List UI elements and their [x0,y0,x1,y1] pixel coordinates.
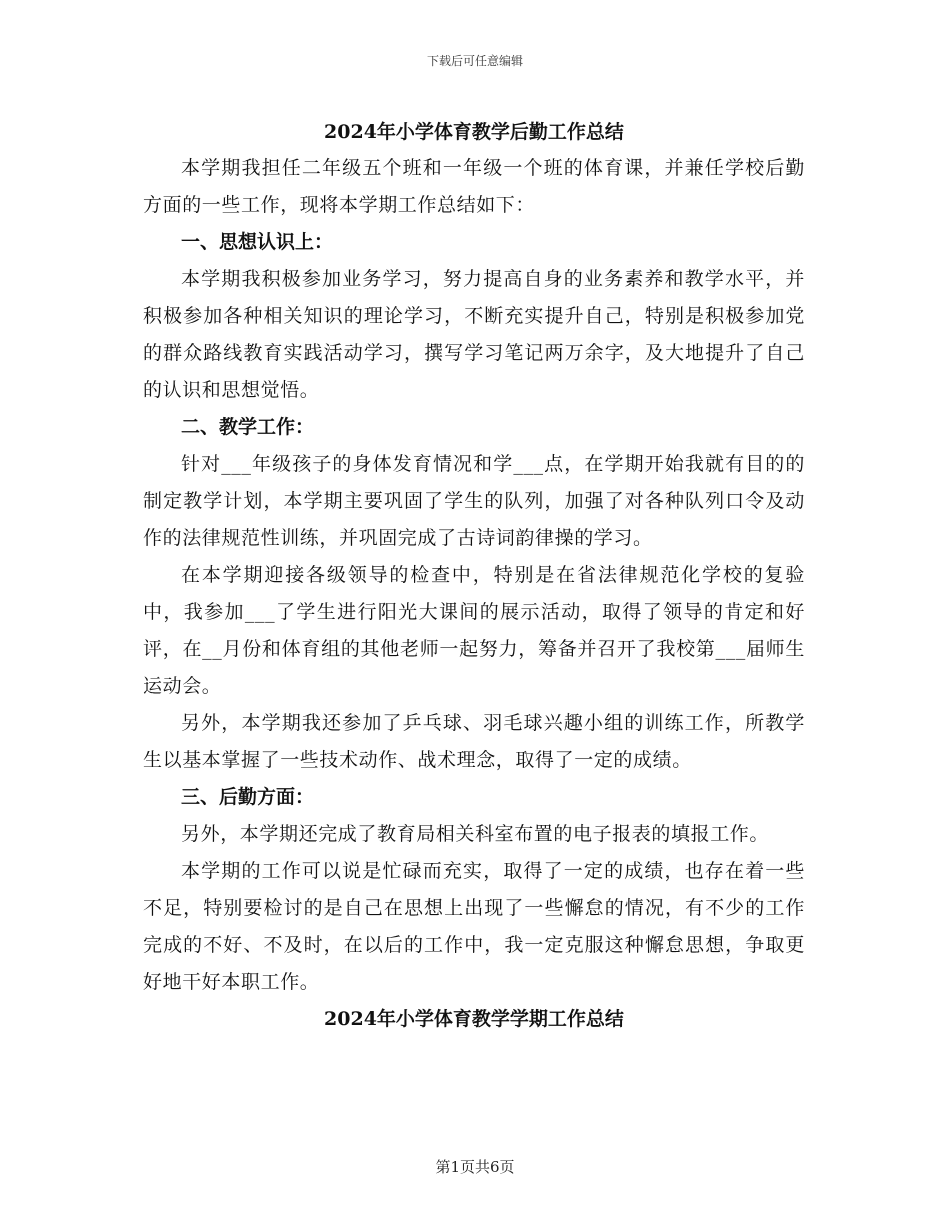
header-note: 下载后可任意编辑 [426,54,523,68]
section-heading-thought: 一、思想认识上： [181,231,334,253]
teaching-paragraph-3: 另外，本学期我还参加了乒乓球、羽毛球兴趣小组的训练工作，所教学生以基本掌握了一些技术动作、战术理念，取得了一定的成绩。 [143,712,805,771]
document-title: 2024年小学体育教学后勤工作总结 [324,121,624,143]
thought-paragraph: 本学期我积极参加业务学习，努力提高自身的业务素养和教学水平，并积极参加各种相关知识的理论学习，不断充实提升自己，特别是积极参加党的群众路线教育实践活动学习，撰写学习笔记两万余字，及大地提升了自己的认识和思想觉悟。 [143,268,805,401]
logistics-paragraph-2: 本学期的工作可以说是忙碌而充实，取得了一定的成绩，也存在着一些不足，特别要检讨的是自己在思想上出现了一些懈怠的情况，有不少的工作完成的不好、不及时，在以后的工作中，我一定克服这种懈怠思想，争取更好地干好本职工作。 [143,860,805,993]
section-heading-logistics: 三、后勤方面： [181,786,315,808]
intro-paragraph: 本学期我担任二年级五个班和一年级一个班的体育课，并兼任学校后勤方面的一些工作，现将本学期工作总结如下： [143,157,805,216]
next-document-title: 2024年小学体育教学学期工作总结 [324,1008,624,1030]
page-number: 第1页共6页 [435,1158,515,1176]
logistics-paragraph-1: 另外，本学期还完成了教育局相关科室布置的电子报表的填报工作。 [181,823,770,845]
teaching-paragraph-1: 针对___年级孩子的身体发育情况和学___点，在学期开始我就有目的的制定教学计划，本学期主要巩固了学生的队列，加强了对各种队列口令及动作的法律规范性训练，并巩固完成了古诗词韵律操的学习。 [143,453,805,549]
teaching-paragraph-2: 在本学期迎接各级领导的检查中，特别是在省法律规范化学校的复验中，我参加___了学生进行阳光大课间的展示活动，取得了领导的肯定和好评，在__月份和体育组的其他老师一起努力，筹备并召开了我校第___届师生运动会。 [143,564,805,697]
document-body [143,114,805,1038]
section-heading-teaching: 二、教学工作： [181,416,315,438]
